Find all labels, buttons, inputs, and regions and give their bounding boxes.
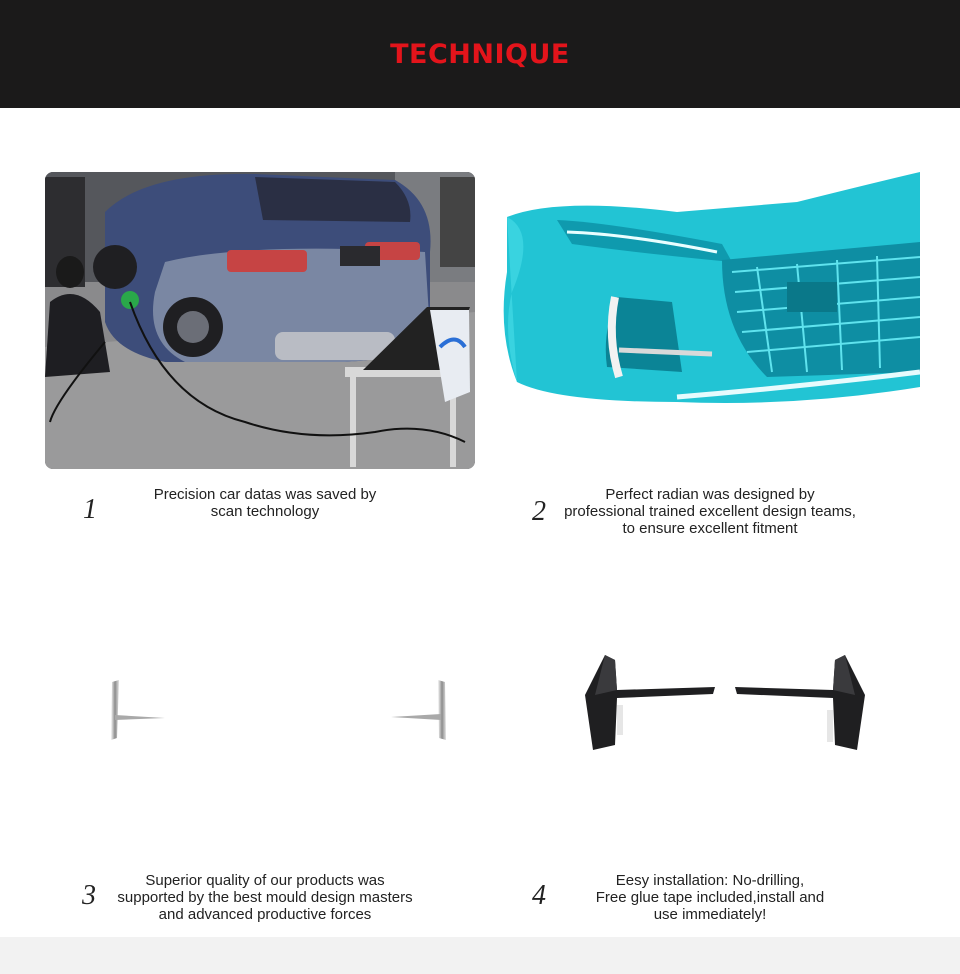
step-3-caption xyxy=(95,872,435,923)
step-1-line-1: Precision car datas was saved by xyxy=(153,486,377,503)
footer-band xyxy=(0,937,960,974)
step-3-line-2: supported by the best mould design masters xyxy=(117,889,413,906)
bumper-scan-illustration xyxy=(497,172,920,412)
step-2-line-3: to ensure excellent fitment xyxy=(622,520,798,537)
step-3-line-1: Superior quality of our products was xyxy=(145,872,385,889)
step-2-caption xyxy=(545,486,875,537)
chrome-trim-illustration xyxy=(95,670,465,750)
scan-photo-illustration xyxy=(45,172,475,469)
step-4-number: 4 xyxy=(532,880,546,911)
step-2-line-2: professional trained excellent design teams, xyxy=(564,503,856,520)
step-4-caption xyxy=(565,872,855,923)
step-1-number: 1 xyxy=(83,494,97,525)
step-4-line-1: Eesy installation: No-drilling, xyxy=(615,872,805,889)
step-4-line-3: use immediately! xyxy=(653,906,767,923)
carbon-parts-photo xyxy=(575,650,875,755)
step-4-line-2: Free glue tape included,install and xyxy=(595,889,825,906)
scan-photo xyxy=(45,172,475,469)
carbon-parts-illustration xyxy=(575,650,875,755)
bumper-scan-render xyxy=(497,172,920,412)
step-1-caption xyxy=(120,486,410,520)
page-title: TECHNIQUE xyxy=(390,38,570,70)
step-1-line-2: scan technology xyxy=(210,503,320,520)
step-2-number: 2 xyxy=(532,496,546,527)
step-2-line-1: Perfect radian was designed by xyxy=(605,486,815,503)
step-3-line-3: and advanced productive forces xyxy=(158,906,372,923)
page-header xyxy=(0,0,960,108)
step-3-number: 3 xyxy=(82,880,96,911)
chrome-trim-photo xyxy=(95,670,465,750)
